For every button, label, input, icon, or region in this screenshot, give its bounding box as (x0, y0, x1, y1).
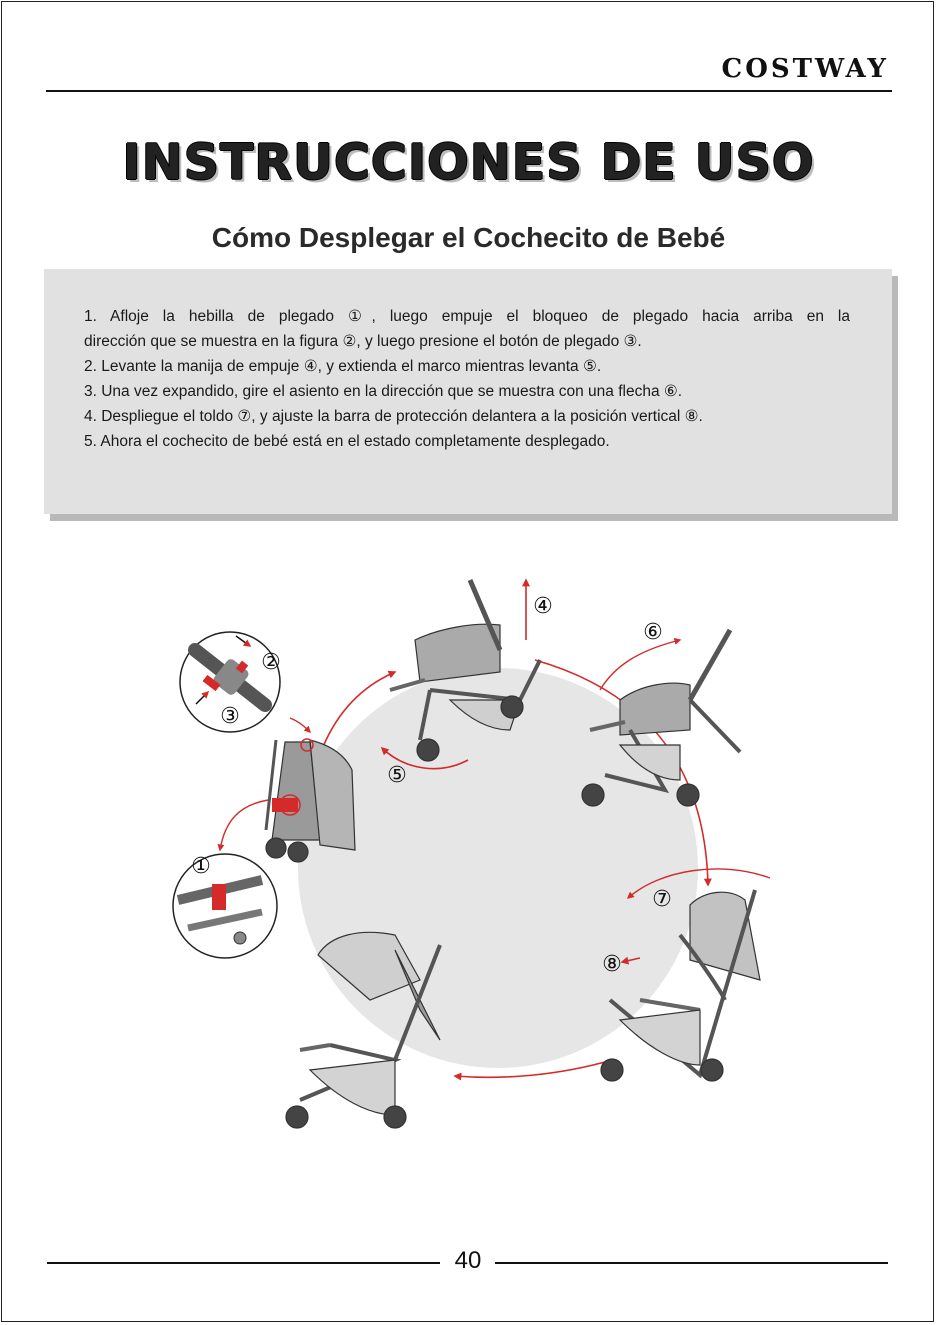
marker-7: ⑦ (652, 887, 672, 912)
detail-buckle-circle (173, 854, 277, 958)
marker-6: ⑥ (643, 620, 663, 645)
header-rule (46, 90, 892, 92)
brand-logo: COSTWAY (721, 54, 889, 84)
step-1-line-1: 1. Afloje la hebilla de plegado ①, luego empuje el bloqueo de plegado hacia arriba en la (84, 308, 850, 325)
detail-arrow-bottom (220, 800, 268, 850)
instruction-steps (84, 304, 850, 454)
marker-2: ② (261, 650, 281, 675)
page-title: INSTRUCCIONES DE USO (122, 134, 815, 191)
step-5: 5. Ahora el cochecito de bebé está en el estado completamente desplegado. (84, 433, 610, 450)
rotate-arrow (600, 640, 680, 690)
footer-rule-left (47, 1262, 440, 1264)
section-subtitle: Cómo Desplegar el Cochecito de Bebé (211, 222, 726, 253)
page-number: 40 (454, 1247, 482, 1274)
unfolding-diagram (0, 560, 937, 1180)
step-3: 3. Una vez expandido, gire el asiento en la dirección que se muestra con una flecha ⑥. (84, 383, 683, 400)
marker-8: ⑧ (602, 952, 622, 977)
detail-arrow-top (290, 718, 310, 732)
footer-rule-right (495, 1262, 888, 1264)
step-2: 2. Levante la manija de empuje ④, y extienda el marco mientras levanta ⑤. (84, 358, 602, 375)
step-1-line-2: dirección que se muestra en la figura ②, y luego presione el botón de plegado ③. (84, 333, 642, 350)
marker-4: ④ (533, 594, 553, 619)
step-4: 4. Despliegue el toldo ⑦, y ajuste la barra de protección delantera a la posición vertical ⑧. (84, 408, 703, 425)
marker-5: ⑤ (387, 763, 407, 788)
marker-3: ③ (220, 704, 240, 729)
marker-1: ① (191, 854, 211, 879)
